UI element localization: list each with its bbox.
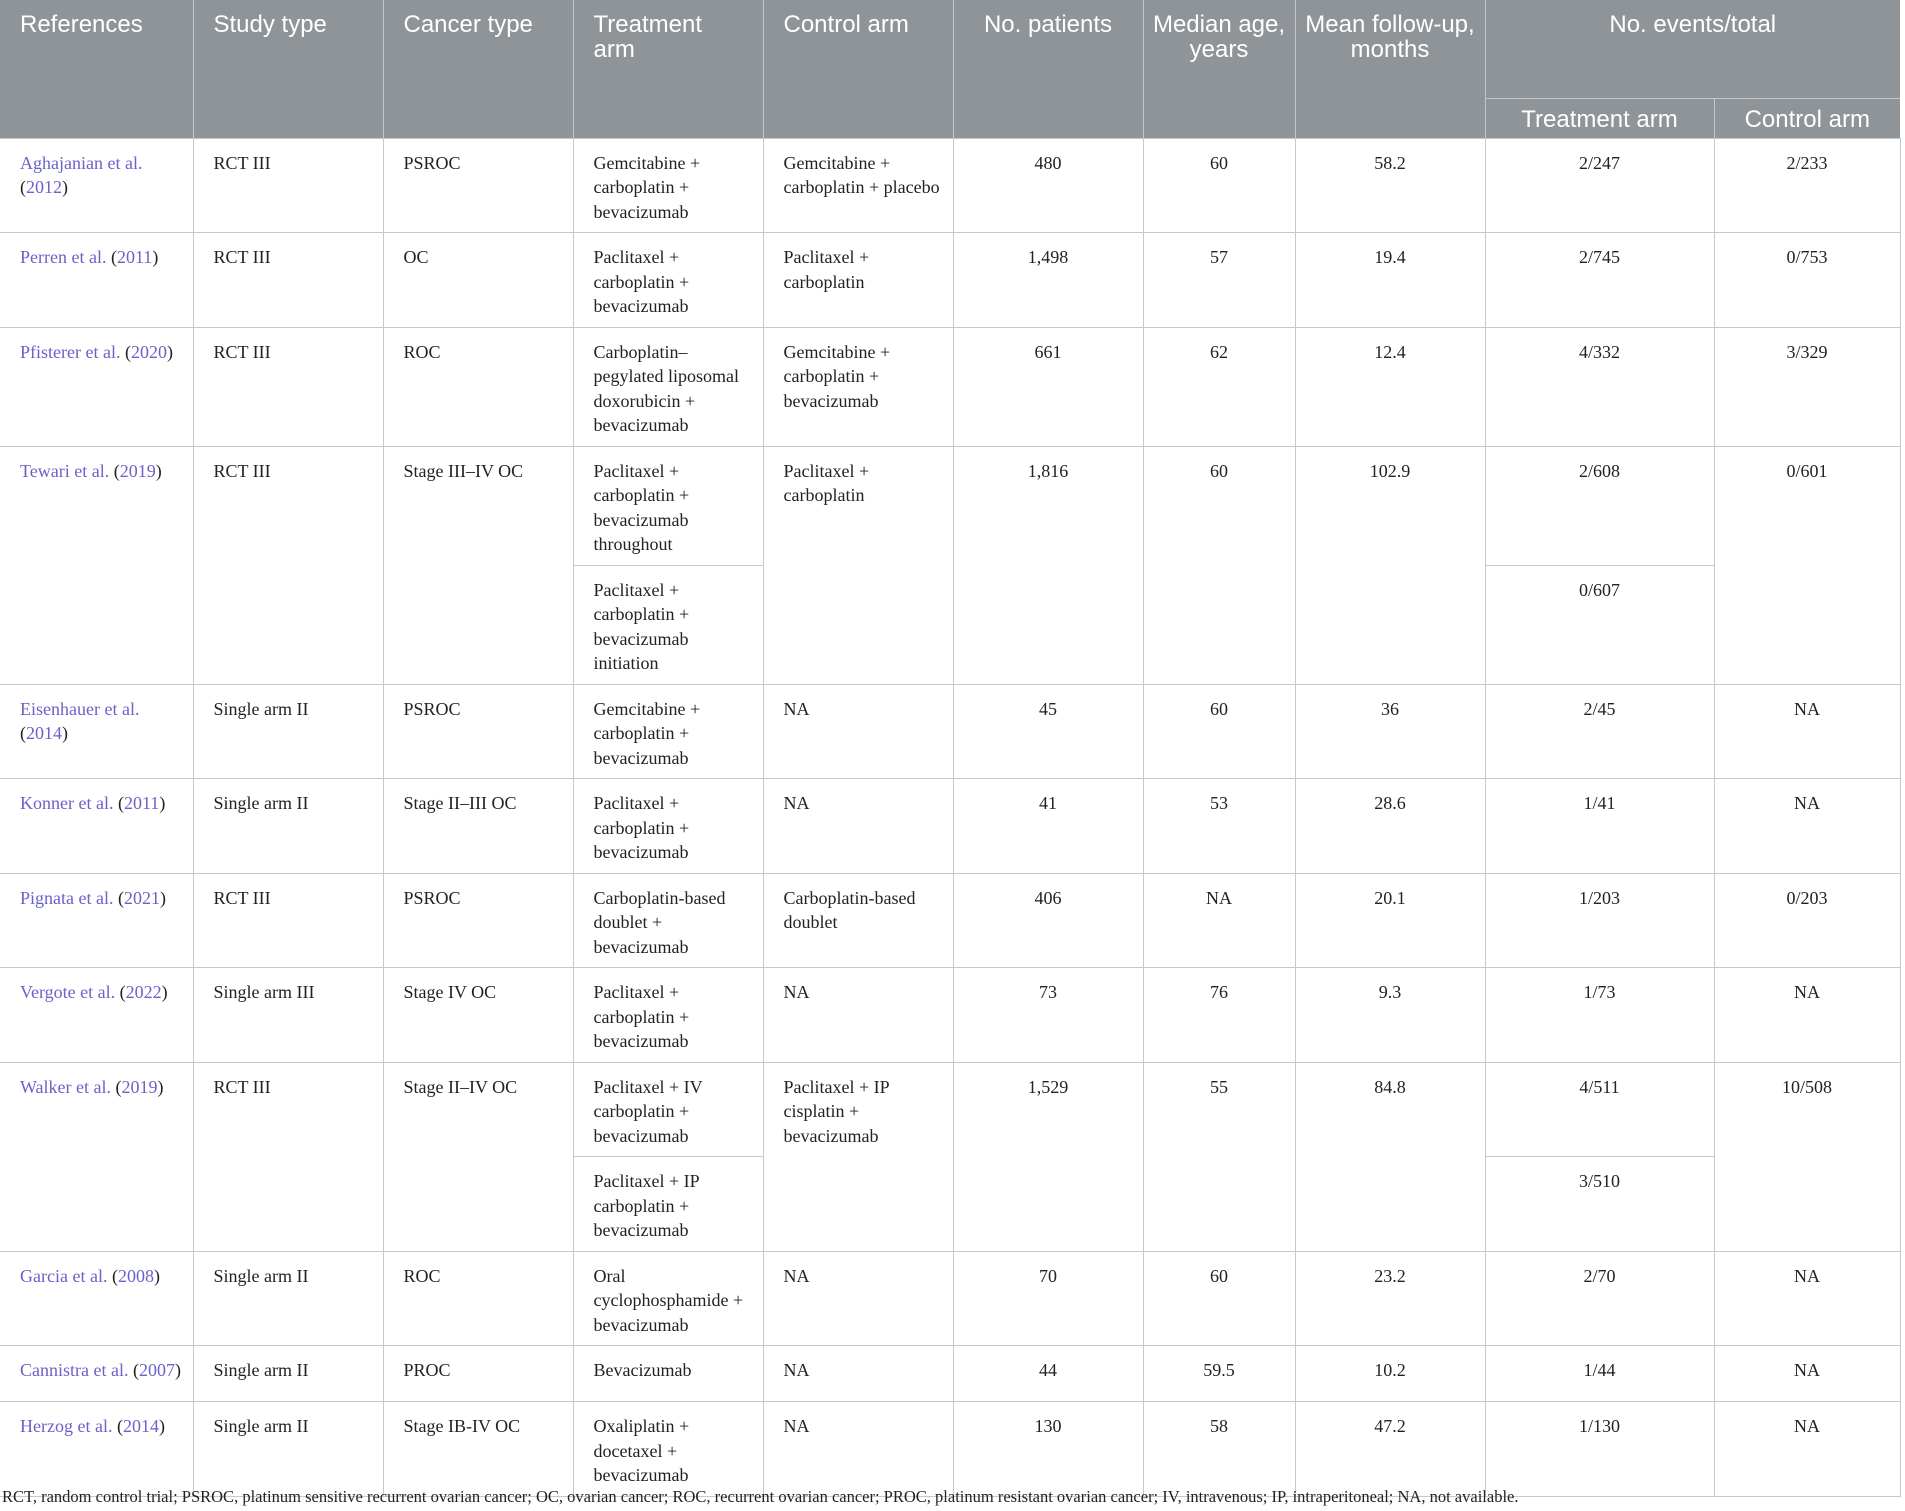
cell-study-type: Single arm II	[193, 1251, 383, 1346]
header-references: References	[0, 0, 193, 138]
cell-reference	[0, 233, 193, 328]
cell-study-type: Single arm II	[193, 684, 383, 779]
cell-median-age: 58	[1143, 1402, 1295, 1497]
cell-control-arm: Gemcitabine + carboplatin + placebo	[763, 138, 953, 233]
cell-treatment-arm: Paclitaxel + carboplatin + bevacizumab initiation	[573, 565, 763, 684]
reference-paren: )	[174, 1360, 181, 1380]
cell-study-type: RCT III	[193, 873, 383, 968]
reference-year-link[interactable]: 2019	[119, 460, 156, 481]
cell-events-control: 2/233	[1714, 138, 1900, 233]
cell-study-type: RCT III	[193, 1062, 383, 1251]
cell-events-treatment: 0/607	[1485, 565, 1714, 684]
reference-paren: (	[113, 793, 124, 813]
table-row	[0, 1251, 1900, 1346]
cell-study-type: Single arm III	[193, 968, 383, 1063]
cell-median-age: 57	[1143, 233, 1295, 328]
reference-paren: )	[159, 887, 166, 908]
reference-author-link[interactable]: Garcia et al.	[20, 1265, 108, 1286]
header-events-treatment: Treatment arm	[1485, 98, 1714, 138]
cell-reference	[0, 446, 193, 684]
reference-paren: (	[115, 982, 126, 1002]
cell-median-age: 60	[1143, 138, 1295, 233]
cell-events-treatment: 2/70	[1485, 1251, 1714, 1346]
reference-author-link[interactable]: Aghajanian et al.	[20, 152, 143, 173]
cell-median-age: 53	[1143, 779, 1295, 874]
reference-author-link[interactable]: Walker et al.	[20, 1076, 112, 1097]
cell-mean-followup: 19.4	[1295, 233, 1485, 328]
cell-study-type: Single arm II	[193, 779, 383, 874]
reference-paren: (	[106, 247, 117, 267]
table-row	[0, 446, 1900, 565]
reference-year-link[interactable]: 2011	[123, 793, 160, 813]
cell-events-treatment: 2/247	[1485, 138, 1714, 233]
cell-treatment-arm: Bevacizumab	[573, 1346, 763, 1402]
reference-author-link[interactable]: Eisenhauer et al.	[20, 698, 140, 719]
cell-control-arm: Paclitaxel + carboplatin	[763, 233, 953, 328]
cell-events-control: NA	[1714, 684, 1900, 779]
reference-author-link[interactable]: Pfisterer et al.	[20, 341, 121, 362]
cell-control-arm: Carboplatin-based doublet	[763, 873, 953, 968]
cell-control-arm: NA	[763, 1251, 953, 1346]
reference-paren: (	[109, 460, 120, 481]
cell-events-treatment: 4/511	[1485, 1062, 1714, 1157]
cell-events-control: 10/508	[1714, 1062, 1900, 1251]
reference-paren: (	[128, 1360, 139, 1380]
cell-cancer-type: Stage II–III OC	[383, 779, 573, 874]
cell-events-treatment: 1/203	[1485, 873, 1714, 968]
cell-cancer-type: Stage IB-IV OC	[383, 1402, 573, 1497]
cell-no-patients: 44	[953, 1346, 1143, 1402]
cell-events-treatment: 1/41	[1485, 779, 1714, 874]
cell-events-control: 0/601	[1714, 446, 1900, 684]
cell-treatment-arm: Gemcitabine + carboplatin + bevacizumab	[573, 138, 763, 233]
reference-paren: (	[20, 177, 26, 197]
cell-cancer-type: ROC	[383, 1251, 573, 1346]
table-row	[0, 1402, 1900, 1497]
cell-treatment-arm: Carboplatin-based doublet + bevacizumab	[573, 873, 763, 968]
table-row	[0, 684, 1900, 779]
cell-no-patients: 1,529	[953, 1062, 1143, 1251]
cell-events-treatment: 3/510	[1485, 1157, 1714, 1252]
cell-no-patients: 41	[953, 779, 1143, 874]
cell-median-age: 55	[1143, 1062, 1295, 1251]
table-footnote: RCT, random control trial; PSROC, platinum sensitive recurrent ovarian cancer; OC, ovarian cancer; ROC, recurrent ovarian cancer; PROC, platinum resistant ovarian cancer; IV, intravenous; IP, intraperitoneal; NA, not available.	[2, 1487, 1519, 1506]
table-row	[0, 779, 1900, 874]
cell-reference	[0, 1062, 193, 1251]
table-body	[0, 138, 1900, 1496]
cell-treatment-arm: Gemcitabine + carboplatin + bevacizumab	[573, 684, 763, 779]
cell-cancer-type: PSROC	[383, 138, 573, 233]
reference-paren: )	[62, 723, 68, 743]
cell-study-type: RCT III	[193, 327, 383, 446]
reference-paren: )	[166, 341, 173, 362]
cell-median-age: 60	[1143, 684, 1295, 779]
reference-author-link[interactable]: Cannistra et al.	[20, 1360, 129, 1380]
table-row	[0, 1062, 1900, 1157]
header-median-age: Median age, years	[1143, 0, 1295, 138]
cell-reference	[0, 1402, 193, 1497]
cell-treatment-arm: Paclitaxel + carboplatin + bevacizumab	[573, 968, 763, 1063]
cell-mean-followup: 102.9	[1295, 446, 1485, 684]
cell-median-age: 60	[1143, 1251, 1295, 1346]
cell-mean-followup: 20.1	[1295, 873, 1485, 968]
cell-treatment-arm: Paclitaxel + IV carboplatin + bevacizumab	[573, 1062, 763, 1157]
cell-events-treatment: 1/73	[1485, 968, 1714, 1063]
cell-median-age: 62	[1143, 327, 1295, 446]
cell-cancer-type: Stage III–IV OC	[383, 446, 573, 684]
reference-paren: )	[153, 1265, 160, 1286]
cell-treatment-arm: Paclitaxel + carboplatin + bevacizumab	[573, 233, 763, 328]
reference-author-link[interactable]: Tewari et al.	[20, 460, 110, 481]
reference-paren: )	[152, 247, 159, 267]
cell-events-treatment: 1/44	[1485, 1346, 1714, 1402]
cell-reference	[0, 1346, 193, 1402]
cell-reference	[0, 1251, 193, 1346]
cell-reference	[0, 138, 193, 233]
reference-year-link[interactable]: 2014	[122, 1416, 159, 1436]
cell-mean-followup: 10.2	[1295, 1346, 1485, 1402]
cell-reference	[0, 327, 193, 446]
cell-events-treatment: 2/745	[1485, 233, 1714, 328]
reference-year-link[interactable]: 2019	[121, 1076, 158, 1097]
header-study-type: Study type	[193, 0, 383, 138]
reference-paren: (	[20, 723, 26, 743]
reference-year-link[interactable]: 2011	[116, 247, 153, 267]
cell-control-arm: Gemcitabine + carboplatin + bevacizumab	[763, 327, 953, 446]
cell-median-age: 60	[1143, 446, 1295, 684]
cell-treatment-arm: Oxaliplatin + docetaxel + bevacizumab	[573, 1402, 763, 1497]
cell-events-control: 0/753	[1714, 233, 1900, 328]
reference-paren: )	[161, 982, 168, 1002]
reference-paren: )	[155, 460, 162, 481]
cell-mean-followup: 28.6	[1295, 779, 1485, 874]
cell-control-arm: NA	[763, 1346, 953, 1402]
cell-cancer-type: PROC	[383, 1346, 573, 1402]
cell-median-age: 59.5	[1143, 1346, 1295, 1402]
reference-year-link[interactable]: 2012	[26, 177, 62, 197]
cell-mean-followup: 12.4	[1295, 327, 1485, 446]
reference-author-link[interactable]: Herzog et al.	[20, 1416, 113, 1436]
cell-events-treatment: 4/332	[1485, 327, 1714, 446]
header-no-events: No. events/total	[1485, 0, 1900, 98]
cell-control-arm: NA	[763, 968, 953, 1063]
reference-paren: )	[159, 793, 166, 813]
reference-paren: (	[120, 341, 131, 362]
reference-year-link[interactable]: 2020	[130, 341, 167, 362]
cell-cancer-type: Stage IV OC	[383, 968, 573, 1063]
table-row	[0, 138, 1900, 233]
reference-author-link[interactable]: Konner et al.	[20, 793, 114, 813]
cell-study-type: Single arm II	[193, 1346, 383, 1402]
cell-control-arm: NA	[763, 684, 953, 779]
reference-paren: (	[107, 1265, 118, 1286]
cell-no-patients: 45	[953, 684, 1143, 779]
cell-events-control: NA	[1714, 1251, 1900, 1346]
cell-treatment-arm: Carboplatin–pegylated liposomal doxorubicin + bevacizumab	[573, 327, 763, 446]
table-row	[0, 1346, 1900, 1402]
table-row	[0, 233, 1900, 328]
cell-control-arm: NA	[763, 1402, 953, 1497]
header-events-control: Control arm	[1714, 98, 1900, 138]
cell-mean-followup: 58.2	[1295, 138, 1485, 233]
cell-mean-followup: 23.2	[1295, 1251, 1485, 1346]
cell-cancer-type: ROC	[383, 327, 573, 446]
cell-control-arm: NA	[763, 779, 953, 874]
cell-mean-followup: 36	[1295, 684, 1485, 779]
reference-paren: )	[62, 177, 68, 197]
cell-events-control: NA	[1714, 968, 1900, 1063]
cell-events-treatment: 2/45	[1485, 684, 1714, 779]
reference-year-link[interactable]: 2007	[138, 1360, 175, 1380]
cell-events-treatment: 1/130	[1485, 1402, 1714, 1497]
cell-reference	[0, 779, 193, 874]
table-row	[0, 873, 1900, 968]
header-cancer-type: Cancer type	[383, 0, 573, 138]
reference-author-link[interactable]: Perren et al.	[20, 247, 107, 267]
reference-paren: (	[111, 1076, 122, 1097]
cell-events-treatment: 2/608	[1485, 446, 1714, 565]
cell-no-patients: 70	[953, 1251, 1143, 1346]
cell-no-patients: 1,816	[953, 446, 1143, 684]
header-no-patients: No. patients	[953, 0, 1143, 138]
reference-author-link[interactable]: Pignata et al.	[20, 887, 114, 908]
cell-events-control: NA	[1714, 1346, 1900, 1402]
cell-study-type: Single arm II	[193, 1402, 383, 1497]
cell-no-patients: 406	[953, 873, 1143, 968]
cell-reference	[0, 873, 193, 968]
reference-paren: )	[158, 1416, 165, 1436]
cell-mean-followup: 84.8	[1295, 1062, 1485, 1251]
table-row	[0, 327, 1900, 446]
reference-year-link[interactable]: 2008	[117, 1265, 154, 1286]
header-mean-followup: Mean follow-up, months	[1295, 0, 1485, 138]
cell-no-patients: 73	[953, 968, 1143, 1063]
cell-treatment-arm: Oral cyclophosphamide + bevacizumab	[573, 1251, 763, 1346]
cell-events-control: NA	[1714, 1402, 1900, 1497]
cell-treatment-arm: Paclitaxel + IP carboplatin + bevacizumab	[573, 1157, 763, 1252]
cell-median-age: 76	[1143, 968, 1295, 1063]
cell-treatment-arm: Paclitaxel + carboplatin + bevacizumab throughout	[573, 446, 763, 565]
cell-events-control: 0/203	[1714, 873, 1900, 968]
cell-no-patients: 1,498	[953, 233, 1143, 328]
reference-author-link[interactable]: Vergote et al.	[20, 982, 116, 1002]
cell-reference	[0, 684, 193, 779]
cell-events-control: NA	[1714, 779, 1900, 874]
header-treatment-arm: Treatment arm	[573, 0, 763, 138]
reference-year-link[interactable]: 2022	[125, 982, 162, 1002]
cell-control-arm: Paclitaxel + IP cisplatin + bevacizumab	[763, 1062, 953, 1251]
cell-control-arm: Paclitaxel + carboplatin	[763, 446, 953, 684]
cell-cancer-type: OC	[383, 233, 573, 328]
cell-median-age: NA	[1143, 873, 1295, 968]
reference-year-link[interactable]: 2014	[26, 723, 62, 743]
cell-mean-followup: 9.3	[1295, 968, 1485, 1063]
cell-cancer-type: PSROC	[383, 684, 573, 779]
cell-mean-followup: 47.2	[1295, 1402, 1485, 1497]
cell-reference	[0, 968, 193, 1063]
cell-study-type: RCT III	[193, 138, 383, 233]
cell-study-type: RCT III	[193, 233, 383, 328]
reference-paren: (	[112, 1416, 123, 1436]
cell-no-patients: 480	[953, 138, 1143, 233]
cell-cancer-type: Stage II–IV OC	[383, 1062, 573, 1251]
table-row	[0, 968, 1900, 1063]
reference-year-link[interactable]: 2021	[123, 887, 160, 908]
cell-study-type: RCT III	[193, 446, 383, 684]
cell-cancer-type: PSROC	[383, 873, 573, 968]
cell-events-control: 3/329	[1714, 327, 1900, 446]
cell-treatment-arm: Paclitaxel + carboplatin + bevacizumab	[573, 779, 763, 874]
reference-paren: (	[113, 887, 124, 908]
header-control-arm: Control arm	[763, 0, 953, 138]
reference-paren: )	[157, 1076, 164, 1097]
cell-no-patients: 661	[953, 327, 1143, 446]
cell-no-patients: 130	[953, 1402, 1143, 1497]
